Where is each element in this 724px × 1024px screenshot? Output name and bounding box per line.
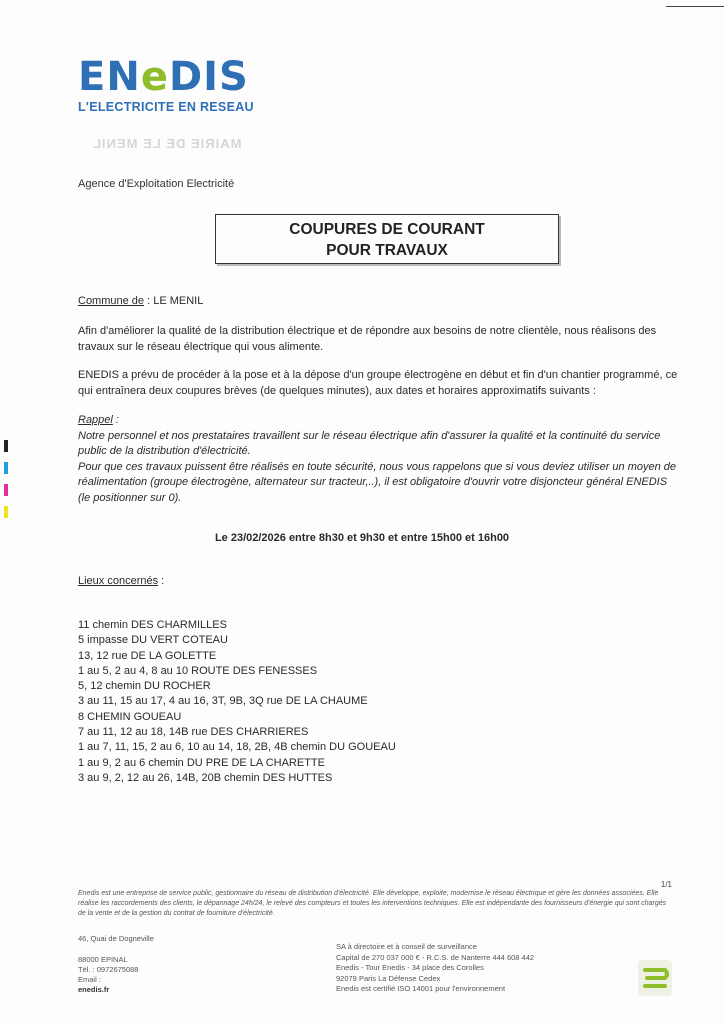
notice-title-box xyxy=(215,214,559,264)
commune-value: LE MENIL xyxy=(153,295,204,307)
rappel-text-2: Pour que ces travaux puissent être réalisés en toute sécurité, nous vous rappelons que si vous deviez utiliser un moyen de réalimentation (groupe électrogène, alternateur sur tracteur,..), il est obligatoire d'ouvrir votre disjoncteur général ENEDIS (le positionner sur 0). xyxy=(78,460,677,504)
agency-name: Agence d'Exploitation Electricité xyxy=(78,178,235,190)
list-item: 3 au 11, 15 au 17, 4 au 16, 3T, 9B, 3Q rue DE LA CHAUME xyxy=(78,695,368,708)
legal-line: 92079 Paris La Défense Cedex xyxy=(336,973,441,983)
address-phone: Tél. : 0972675088 xyxy=(78,965,139,974)
list-item: 1 au 7, 11, 15, 2 au 6, 10 au 14, 18, 2B, 4B chemin DU GOUEAU xyxy=(78,741,396,754)
list-item: 1 au 5, 2 au 4, 8 au 10 ROUTE DES FENESSES xyxy=(78,664,318,677)
logo-tagline: L'ELECTRICITE EN RESEAU xyxy=(78,100,254,114)
address-site: enedis.fr xyxy=(78,985,110,994)
list-item: 8 CHEMIN GOUEAU xyxy=(78,710,182,723)
address-block xyxy=(78,955,138,995)
list-item: 11 chemin DES CHARMILLES xyxy=(78,619,227,631)
places-list xyxy=(78,618,396,786)
mark-yellow xyxy=(4,506,8,518)
list-item: 13, 12 rue DE LA GOLETTE xyxy=(78,649,217,662)
places-heading: Lieux concernés : xyxy=(78,575,165,587)
rappel-label: Rappel xyxy=(78,414,113,426)
legal-line: Enedis - Tour Enedis - 34 place des Corolles xyxy=(336,963,484,973)
rappel-text-1: Notre personnel et nos prestataires travaillent sur le réseau électrique afin d'assurer la qualité et la continuité du service public de la distribution d'électricité. xyxy=(78,429,661,457)
title-line-1: COUPURES DE COURANT xyxy=(289,221,485,238)
footer-note: Enedis est une entreprise de service public, gestionnaire du réseau de distribution d'électricité. Elle développe, exploite, modernise le réseau électrique et gère les données associées. Elle réalise les raccordements des clients, le dépannage 24h/24, le relevé des compteurs et toutes les interventions techniques. Elle est indépendante des fournisseurs d'énergie qui sont chargés de la vente et de la gestion du contrat de fourniture d'électricité. xyxy=(78,890,667,917)
address-street: 46, Quai de Dogneville xyxy=(78,934,154,943)
mark-magenta xyxy=(4,484,8,496)
logo-wordmark: ENeDIS xyxy=(78,54,249,100)
scan-line xyxy=(666,6,724,7)
rappel-block: Rappel : Notre personnel et nos prestataires travaillent sur le réseau électrique afin d'assurer la qualité et la continuité du service public de la distribution d'électricité. Pour que ces travaux puissent être réalisés en toute sécurité, nous vous rappelons que si vous deviez utiliser un moyen de réalimentation (groupe électrogène, alternateur sur tracteur,..), il est obligatoire d'ouvrir votre disjoncteur général ENEDIS (le positionner sur 0). xyxy=(78,413,678,506)
mark-cyan xyxy=(4,462,8,474)
legal-line: Capital de 270 037 000 € - R.C.S. de Nanterre 444 608 442 xyxy=(336,952,535,962)
commune-line: Commune de : LE MENIL xyxy=(78,295,204,307)
list-item: 5, 12 chemin DU ROCHER xyxy=(78,680,211,693)
list-item: 3 au 9, 2, 12 au 26, 14B, 20B chemin DES HUTTES xyxy=(78,771,333,784)
legal-block xyxy=(336,942,534,995)
legal-line: Enedis est certifié ISO 14001 pour l'environnement xyxy=(336,984,506,994)
outage-date-line: Le 23/02/2026 entre 8h30 et 9h30 et entre 15h00 et 16h00 xyxy=(214,532,510,544)
page-number: 1/1 xyxy=(660,880,672,889)
title-line-2: POUR TRAVAUX xyxy=(326,242,448,259)
mark-black xyxy=(4,440,8,452)
commune-label: Commune de xyxy=(78,295,145,307)
enedis-emblem-icon xyxy=(638,960,672,996)
address-city: 88000 EPINAL xyxy=(78,955,128,964)
legal-line: SA à directoire et à conseil de surveillance xyxy=(336,942,477,951)
list-item: 5 impasse DU VERT COTEAU xyxy=(78,634,228,647)
works-paragraph: ENEDIS a prévu de procéder à la pose et à la dépose d'un groupe électrogène en début et fin d'un chantier programmé, ce qui entraînera deux coupures brèves (de quelques minutes), aux dates et horaires approximatifs suivants : xyxy=(78,369,678,397)
enedis-logo xyxy=(78,54,254,114)
print-registration-marks xyxy=(4,440,8,528)
list-item: 7 au 11, 12 au 18, 14B rue DES CHARRIERES xyxy=(78,726,309,739)
bleed-through-stamp: MAIRIE DE LE MENIL xyxy=(92,136,242,151)
list-item: 1 au 9, 2 au 6 chemin DU PRE DE LA CHARETTE xyxy=(78,756,325,769)
intro-paragraph: Afin d'améliorer la qualité de la distribution électrique et de répondre aux besoins de notre clientèle, nous réalisons des travaux sur le réseau électrique qui vous alimente. xyxy=(78,325,657,353)
address-email: Email : xyxy=(78,975,101,984)
